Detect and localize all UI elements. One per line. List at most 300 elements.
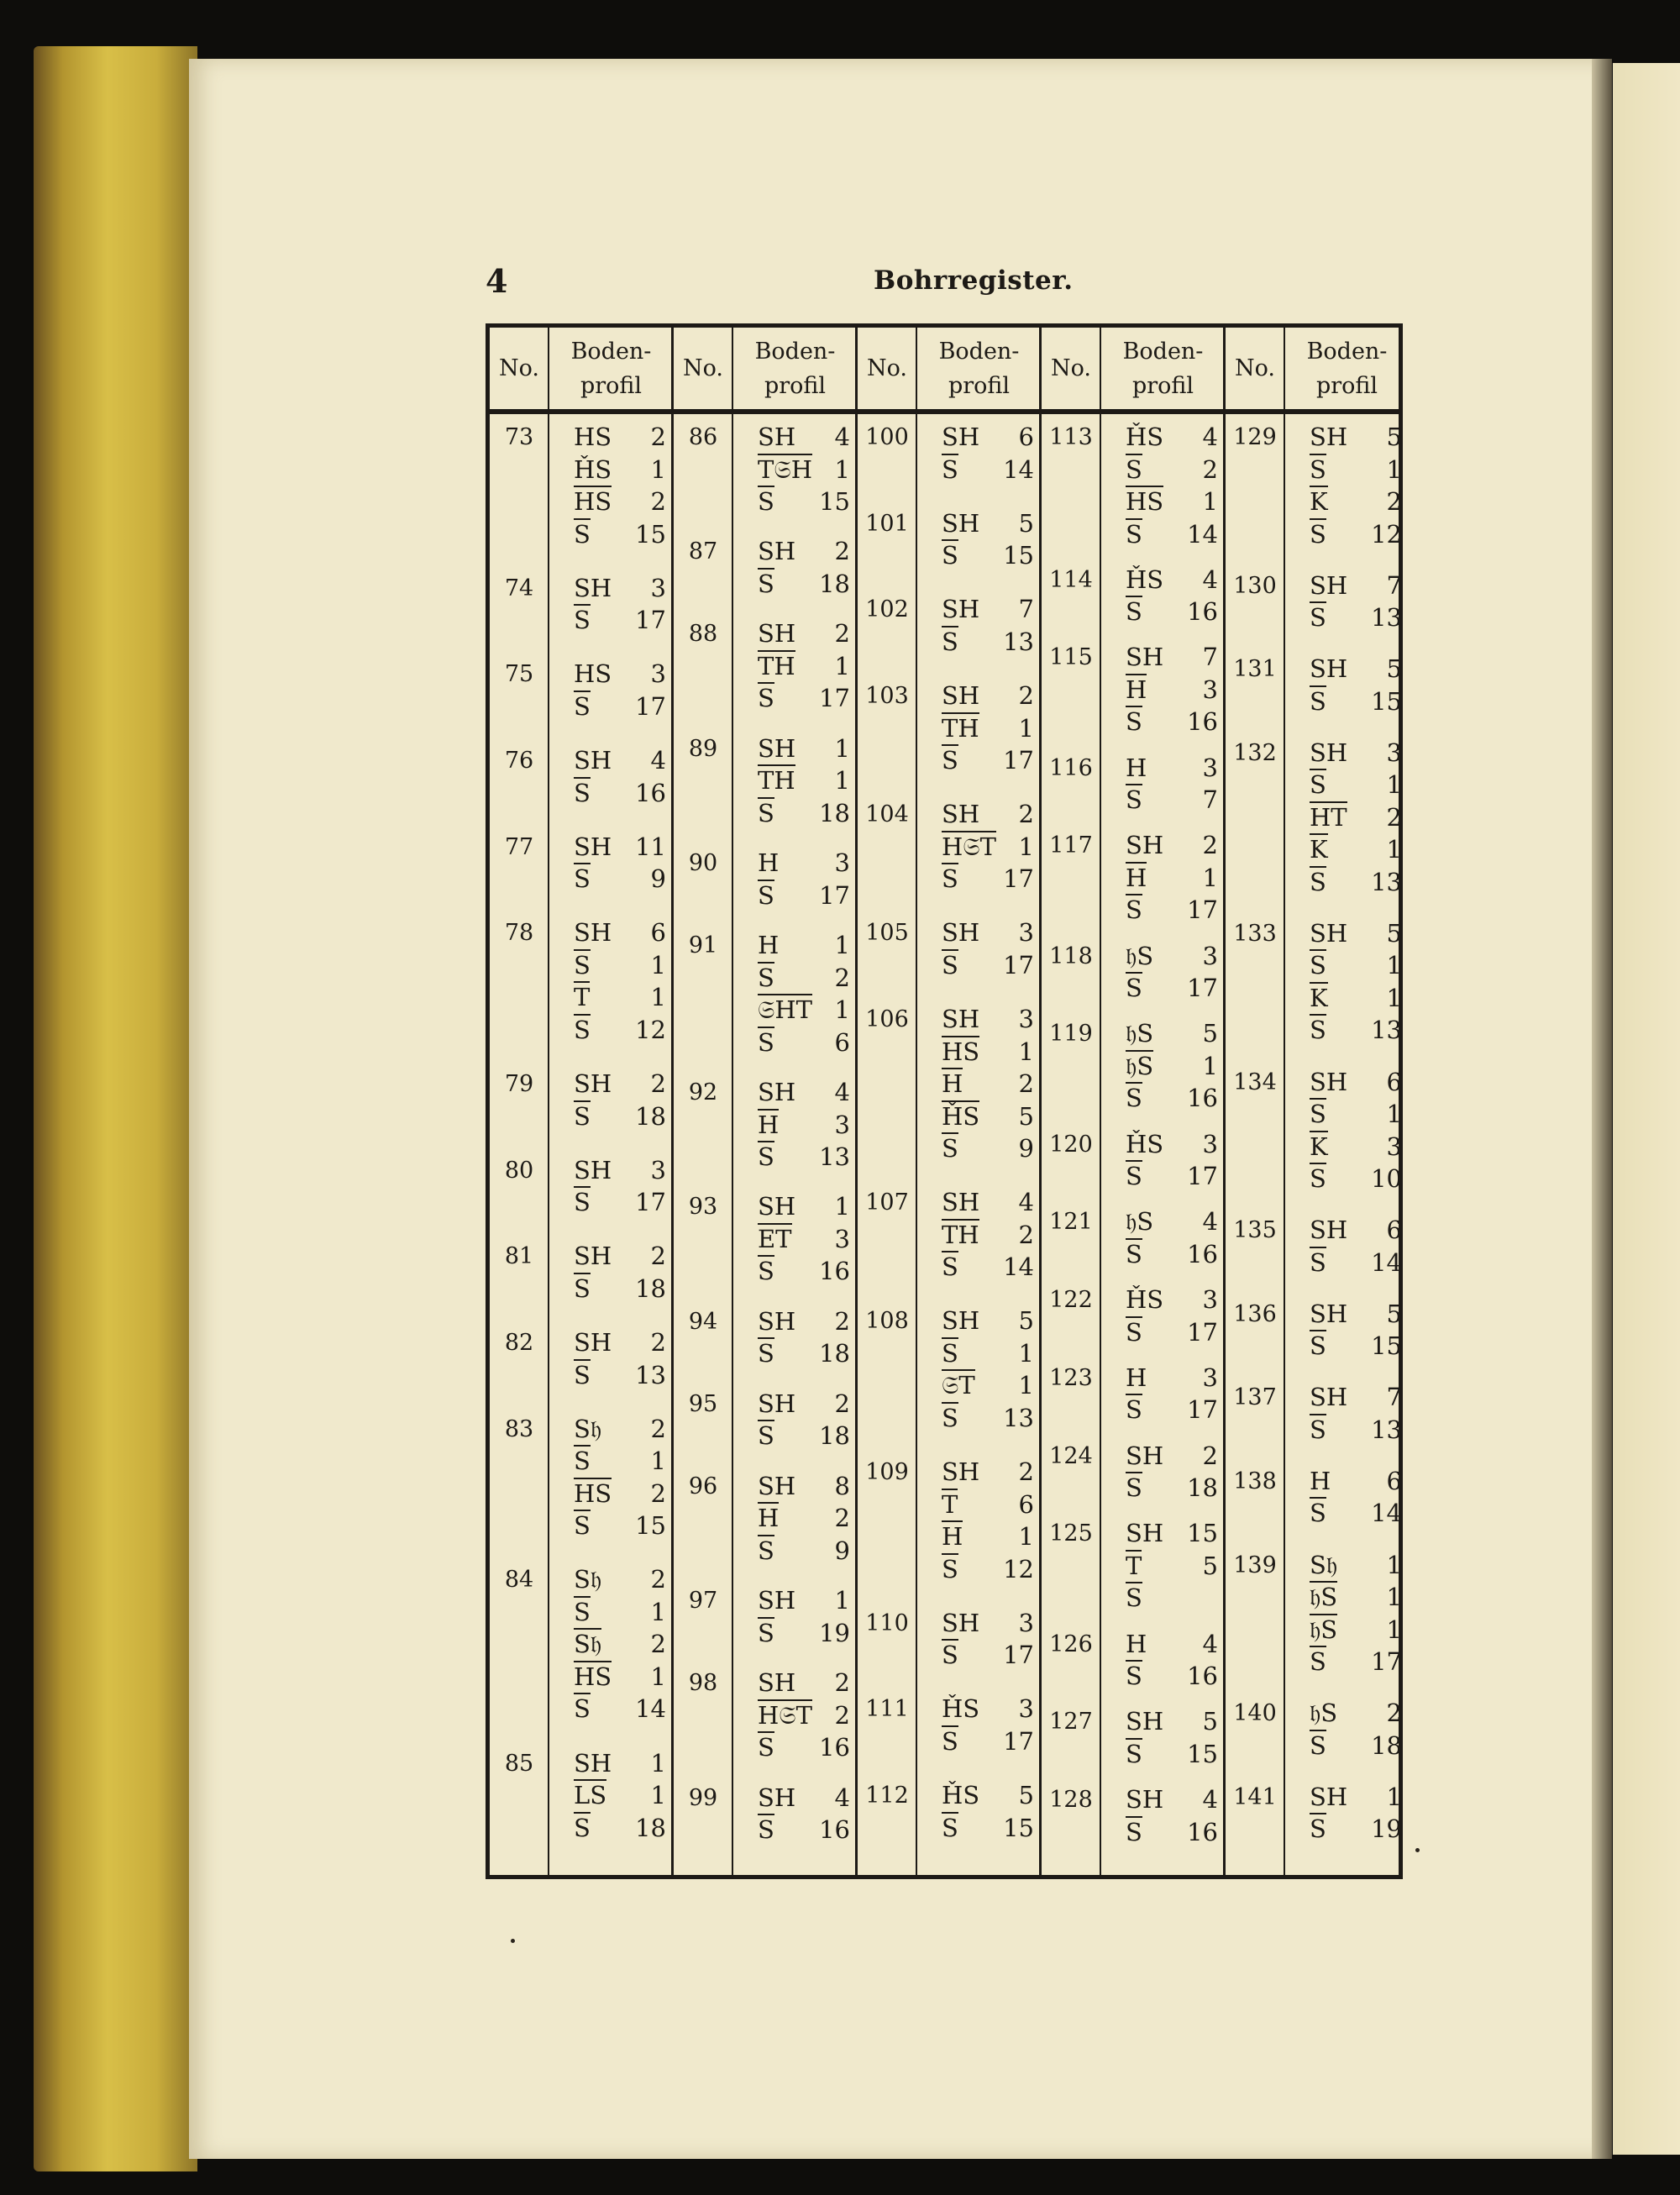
- profile-layer: [1126, 706, 1218, 738]
- layer-symbol: SH: [1126, 1441, 1164, 1470]
- profile-layer: [758, 1190, 850, 1222]
- layer-symbol: T𝔖H: [758, 454, 812, 484]
- layer-thickness: 2: [834, 1668, 850, 1698]
- layer-thickness: 17: [1187, 1317, 1218, 1347]
- profile-layer: [1310, 486, 1402, 517]
- layer-thickness: 1: [834, 1192, 850, 1221]
- profile-layer: [942, 680, 1034, 712]
- layer-thickness: 1: [1018, 832, 1034, 861]
- layer-symbol: TH: [942, 713, 979, 743]
- layer-symbol: 𝔥S: [1126, 1051, 1154, 1080]
- profile-layer: [942, 1337, 1034, 1369]
- layer-thickness: 3: [1202, 941, 1218, 970]
- profile-layer: [942, 1369, 1034, 1401]
- profile-layer: [1126, 1316, 1218, 1348]
- layer-thickness: 2: [1018, 800, 1034, 829]
- layer-symbol: S: [758, 1257, 774, 1286]
- layer-thickness: 9: [834, 1536, 850, 1565]
- layer-symbol: SH: [942, 1188, 980, 1217]
- layer-thickness: 4: [1018, 1188, 1034, 1217]
- layer-symbol: SH: [758, 1471, 796, 1500]
- layer-thickness: 17: [1371, 1647, 1402, 1676]
- layer-thickness: 2: [1202, 454, 1218, 484]
- profile-layer: [574, 1359, 666, 1391]
- profile-layer: [758, 454, 850, 486]
- layer-thickness: 15: [635, 519, 666, 549]
- layer-symbol: SH: [942, 800, 980, 829]
- profile-layer: [1310, 1646, 1402, 1678]
- layer-symbol: K: [1310, 835, 1328, 864]
- profile-layer: [574, 604, 666, 636]
- layer-symbol: SH: [574, 918, 612, 948]
- layer-thickness: 1: [834, 733, 850, 763]
- layer-symbol: SH: [1126, 1785, 1164, 1814]
- layer-thickness: 4: [1202, 1207, 1218, 1237]
- layer-thickness: 15: [1003, 1813, 1034, 1842]
- layer-thickness: 1: [834, 651, 850, 680]
- profile-layer: [758, 1305, 850, 1337]
- layer-thickness: 14: [1371, 1499, 1402, 1528]
- layer-thickness: 17: [819, 684, 850, 713]
- entry-number: 134: [1233, 1069, 1277, 1095]
- layer-symbol: S: [1310, 1016, 1326, 1045]
- layer-symbol: S: [1310, 686, 1326, 716]
- running-title: Bohrregister.: [874, 265, 1074, 296]
- layer-symbol: HS: [574, 1662, 612, 1691]
- layer-symbol: SH: [942, 595, 980, 624]
- layer-symbol: 𝔥S: [1126, 1207, 1154, 1237]
- layer-thickness: 3: [834, 848, 850, 878]
- layer-thickness: 4: [1202, 1785, 1218, 1814]
- layer-thickness: 16: [1187, 707, 1218, 737]
- layer-thickness: 16: [819, 1733, 850, 1762]
- layer-thickness: 1: [1386, 1550, 1402, 1579]
- layer-symbol: SH: [942, 423, 980, 451]
- layer-symbol: S: [758, 684, 774, 713]
- layer-symbol: SH: [758, 1078, 796, 1107]
- layer-thickness: 7: [1386, 570, 1402, 600]
- no-column-divider: [1284, 328, 1285, 1875]
- layer-thickness: 2: [650, 423, 666, 451]
- layer-symbol: ȞS: [1126, 1129, 1164, 1158]
- entry-number: 131: [1233, 656, 1277, 683]
- profile-layer: [1126, 1472, 1218, 1504]
- layer-thickness: 5: [1386, 918, 1402, 948]
- entry-number: 139: [1233, 1552, 1277, 1578]
- layer-thickness: 11: [635, 832, 666, 861]
- layer-symbol: HS: [574, 659, 612, 689]
- profile-layer: [942, 1489, 1034, 1520]
- layer-thickness: 6: [834, 1027, 850, 1057]
- layer-thickness: 2: [650, 1478, 666, 1508]
- layer-symbol: 𝔖T: [942, 1371, 975, 1400]
- layer-symbol: S: [1310, 1647, 1326, 1676]
- layer-symbol: SH: [1126, 831, 1164, 860]
- layer-symbol: SH: [1310, 738, 1348, 767]
- entry-number: 101: [865, 510, 909, 537]
- layer-thickness: 5: [1018, 508, 1034, 538]
- profile-layer: [1310, 1781, 1402, 1813]
- layer-symbol: SH: [574, 573, 612, 602]
- profile-layer: [574, 916, 666, 948]
- profile-layer: [1310, 1214, 1402, 1246]
- layer-symbol: S: [1126, 1317, 1142, 1347]
- profile-layer: [574, 421, 666, 453]
- profile-layer: [1126, 1362, 1218, 1394]
- layer-symbol: H: [1126, 863, 1147, 892]
- layer-thickness: 1: [1018, 1371, 1034, 1400]
- profile-layer: [1126, 674, 1218, 706]
- profile-layer: [1310, 518, 1402, 550]
- ink-speck: [511, 1939, 515, 1943]
- layer-symbol: SH: [942, 1608, 980, 1637]
- entry-number: 128: [1049, 1787, 1093, 1814]
- layer-symbol: H: [758, 848, 780, 878]
- profile-layer: [758, 650, 850, 682]
- layer-symbol: S: [1310, 1415, 1326, 1444]
- layer-thickness: 6: [1386, 1067, 1402, 1096]
- layer-thickness: 1: [1386, 770, 1402, 800]
- layer-symbol: S: [1126, 785, 1142, 815]
- layer-thickness: 15: [1187, 1519, 1218, 1548]
- layer-thickness: 16: [635, 778, 666, 807]
- entry-number: 109: [865, 1459, 909, 1486]
- layer-thickness: 9: [650, 864, 666, 894]
- profile-layer: [1310, 833, 1402, 865]
- profile-layer: [1126, 1050, 1218, 1082]
- profile-layer: [758, 682, 850, 714]
- layer-symbol: HT: [1310, 802, 1347, 832]
- profile-layer: [942, 1186, 1034, 1218]
- layer-symbol: S: [1310, 951, 1326, 980]
- layer-thickness: 5: [1386, 654, 1402, 684]
- entry-number: 122: [1049, 1287, 1093, 1314]
- layer-thickness: 2: [834, 1389, 850, 1418]
- layer-thickness: 1: [650, 950, 666, 979]
- layer-symbol: S: [574, 778, 591, 807]
- layer-symbol: T: [1126, 1551, 1142, 1580]
- layer-symbol: S: [942, 1403, 958, 1432]
- profile-layer: [1310, 949, 1402, 981]
- profile-layer: [758, 1223, 850, 1255]
- profile-layer: [1310, 1549, 1402, 1581]
- profile-layer: [1126, 972, 1218, 1004]
- layer-thickness: 18: [819, 569, 850, 598]
- entry-number: 103: [865, 683, 909, 710]
- bohrregister-table: [486, 323, 1403, 1879]
- header-profil-line2: profil: [1131, 372, 1194, 399]
- profile-layer: [1126, 1284, 1218, 1315]
- layer-thickness: 10: [1371, 1164, 1402, 1193]
- layer-symbol: TH: [758, 651, 795, 680]
- profile-layer: [942, 1639, 1034, 1671]
- layer-symbol: SH: [758, 1586, 796, 1615]
- header-profil-line1: Boden-: [570, 338, 652, 365]
- layer-symbol: S: [758, 1421, 774, 1451]
- layer-symbol: S: [758, 1142, 774, 1172]
- header-profil-line1: Boden-: [938, 338, 1020, 365]
- profile-layer: [574, 1510, 666, 1541]
- profile-layer: [1126, 1160, 1218, 1192]
- profile-layer: [1126, 1017, 1218, 1049]
- layer-thickness: 5: [1018, 1101, 1034, 1131]
- profile-layer: [574, 1779, 666, 1811]
- entry-number: 98: [688, 1670, 718, 1697]
- layer-symbol: SH: [1126, 1519, 1164, 1548]
- layer-symbol: S: [1310, 1499, 1326, 1528]
- layer-symbol: S: [758, 1733, 774, 1762]
- layer-symbol: ȞS: [574, 454, 612, 484]
- layer-thickness: 3: [650, 659, 666, 689]
- layer-thickness: 1: [1386, 1100, 1402, 1128]
- entry-number: 81: [504, 1243, 534, 1270]
- profile-layer: [1310, 737, 1402, 769]
- layer-thickness: 1: [650, 1781, 666, 1810]
- entry-number: 93: [688, 1194, 718, 1221]
- layer-symbol: SH: [758, 733, 796, 763]
- profile-layer: [1310, 917, 1402, 949]
- profile-layer: [942, 1219, 1034, 1251]
- entry-number: 88: [688, 621, 718, 648]
- header-bodenprofil: [1284, 328, 1410, 409]
- profile-layer: [942, 507, 1034, 539]
- entry-number: 130: [1233, 572, 1277, 599]
- profile-layer: [942, 454, 1034, 486]
- layer-thickness: 17: [635, 606, 666, 635]
- profile-layer: [942, 1693, 1034, 1725]
- layer-thickness: 2: [1018, 1457, 1034, 1487]
- entry-number: 80: [504, 1157, 534, 1184]
- layer-thickness: 16: [1187, 1239, 1218, 1268]
- no-column-divider: [548, 328, 549, 1875]
- layer-thickness: 16: [1187, 1817, 1218, 1846]
- profile-layer: [1310, 1098, 1402, 1130]
- layer-symbol: SH: [1310, 1067, 1348, 1096]
- profile-layer: [758, 1470, 850, 1502]
- layer-thickness: 5: [1202, 1551, 1218, 1580]
- layer-thickness: 9: [1018, 1134, 1034, 1163]
- layer-symbol: SH: [942, 508, 980, 538]
- entry-number: 82: [504, 1330, 534, 1357]
- layer-thickness: 5: [1018, 1781, 1034, 1810]
- profile-layer: [758, 1076, 850, 1108]
- layer-symbol: H𝔖T: [758, 1700, 812, 1730]
- profile-layer: [1310, 1581, 1402, 1613]
- layer-symbol: S: [574, 606, 591, 635]
- ink-speck: [1415, 1848, 1420, 1852]
- layer-symbol: H: [1310, 1466, 1331, 1495]
- profile-layer: [1126, 1517, 1218, 1549]
- profile-layer: [574, 1273, 666, 1305]
- layer-symbol: S: [574, 950, 591, 979]
- profile-layer: [942, 798, 1034, 830]
- profile-layer: [758, 1388, 850, 1420]
- profile-layer: [574, 949, 666, 981]
- profile-layer: [574, 1068, 666, 1100]
- layer-symbol: S: [758, 1815, 774, 1845]
- layer-symbol: SH: [574, 1748, 612, 1778]
- entry-number: 133: [1233, 920, 1277, 947]
- layer-symbol: S: [1310, 1331, 1326, 1361]
- layer-symbol: HS: [942, 1037, 980, 1066]
- layer-thickness: 1: [1386, 1782, 1402, 1811]
- layer-thickness: 14: [1003, 1252, 1034, 1282]
- profile-layer: [1126, 1660, 1218, 1692]
- layer-symbol: S: [1126, 519, 1142, 549]
- profile-layer: [942, 1520, 1034, 1552]
- layer-symbol: SH: [942, 918, 980, 948]
- layer-thickness: 18: [819, 1339, 850, 1368]
- layer-thickness: 2: [650, 1069, 666, 1099]
- layer-symbol: S: [1126, 1583, 1142, 1613]
- profile-layer: [1126, 1238, 1218, 1270]
- layer-thickness: 7: [1202, 643, 1218, 672]
- layer-symbol: ȞS: [942, 1694, 980, 1724]
- layer-symbol: S: [758, 487, 774, 516]
- profile-layer: [1126, 1783, 1218, 1815]
- profile-layer: [1310, 570, 1402, 601]
- profile-layer: [574, 863, 666, 895]
- entry-number: 115: [1049, 644, 1093, 671]
- profile-layer: [574, 744, 666, 776]
- layer-thickness: 16: [819, 1815, 850, 1845]
- layer-symbol: SH: [1310, 654, 1348, 684]
- profile-layer: [1126, 1440, 1218, 1472]
- layer-symbol: S: [574, 1188, 591, 1217]
- profile-layer: [758, 1502, 850, 1534]
- profile-layer: [758, 764, 850, 796]
- layer-symbol: K: [1310, 983, 1328, 1012]
- entry-number: 110: [865, 1609, 909, 1636]
- profile-layer: [574, 981, 666, 1013]
- layer-thickness: 17: [1003, 1641, 1034, 1670]
- profile-layer: [1310, 1414, 1402, 1446]
- profile-layer: [758, 1617, 850, 1649]
- entry-number: 86: [688, 424, 718, 450]
- layer-thickness: 2: [834, 1306, 850, 1336]
- layer-thickness: 17: [635, 691, 666, 721]
- layer-thickness: 16: [819, 1257, 850, 1286]
- layer-thickness: 1: [1018, 1037, 1034, 1066]
- profile-layer: [758, 1782, 850, 1814]
- layer-thickness: 15: [819, 487, 850, 516]
- profile-layer: [1126, 1082, 1218, 1114]
- entry-number: 90: [688, 850, 718, 877]
- layer-thickness: 1: [650, 1447, 666, 1476]
- layer-thickness: 6: [1386, 1216, 1402, 1245]
- profile-layer: [1310, 1697, 1402, 1729]
- entry-number: 83: [504, 1415, 534, 1442]
- layer-symbol: S: [942, 1813, 958, 1842]
- profile-layer: [758, 1667, 850, 1699]
- profile-layer: [758, 929, 850, 961]
- layer-thickness: 1: [1386, 1583, 1402, 1611]
- entry-number: 121: [1049, 1209, 1093, 1236]
- profile-layer: [758, 486, 850, 517]
- layer-symbol: S: [758, 798, 774, 827]
- layer-thickness: 5: [1386, 1299, 1402, 1328]
- table-header-row: [490, 328, 1399, 414]
- profile-layer: [758, 1337, 850, 1369]
- profile-layer: [758, 1731, 850, 1763]
- layer-symbol: S: [1126, 1817, 1142, 1846]
- entry-number: 84: [504, 1567, 534, 1594]
- layer-thickness: 6: [650, 918, 666, 948]
- profile-layer: [1310, 421, 1402, 453]
- profile-layer: [1310, 1730, 1402, 1762]
- entry-number: 89: [688, 735, 718, 762]
- layer-thickness: 15: [1003, 541, 1034, 570]
- header-profil-line1: Boden-: [1122, 338, 1204, 365]
- profile-layer: [574, 831, 666, 863]
- layer-symbol: S: [1126, 1239, 1142, 1268]
- profile-layer: [758, 1814, 850, 1846]
- entry-number: 141: [1233, 1783, 1277, 1810]
- layer-symbol: S: [574, 1273, 591, 1303]
- layer-thickness: 2: [650, 1630, 666, 1659]
- entry-number: 99: [688, 1784, 718, 1811]
- entry-number: 96: [688, 1473, 718, 1499]
- entry-number: 105: [865, 920, 909, 947]
- layer-symbol: S: [942, 950, 958, 979]
- entry-number: 137: [1233, 1384, 1277, 1411]
- entry-number: 132: [1233, 739, 1277, 766]
- profile-layer: [1310, 1330, 1402, 1362]
- layer-symbol: S: [1310, 1247, 1326, 1277]
- layer-symbol: H: [942, 1069, 963, 1099]
- profile-layer: [942, 1607, 1034, 1639]
- layer-thickness: 2: [650, 1242, 666, 1271]
- entry-number: 76: [504, 748, 534, 775]
- layer-symbol: S: [942, 627, 958, 656]
- layer-thickness: 1: [834, 454, 850, 484]
- profile-layer: [574, 572, 666, 604]
- layer-thickness: 2: [650, 1414, 666, 1443]
- entry-number: 124: [1049, 1442, 1093, 1469]
- entry-number: 118: [1049, 943, 1093, 969]
- profile-layer: [758, 568, 850, 600]
- layer-thickness: 5: [1018, 1306, 1034, 1336]
- layer-symbol: SH: [758, 423, 796, 451]
- layer-thickness: 18: [1187, 1473, 1218, 1503]
- profile-layer: [1310, 1131, 1402, 1163]
- layer-thickness: 3: [1202, 1363, 1218, 1392]
- layer-thickness: 19: [1371, 1814, 1402, 1844]
- profile-layer: [1126, 1705, 1218, 1737]
- layer-thickness: 6: [1018, 1489, 1034, 1519]
- layer-symbol: S: [1126, 895, 1142, 925]
- layer-thickness: 15: [1187, 1739, 1218, 1768]
- entry-number: 87: [688, 538, 718, 565]
- layer-thickness: 5: [1386, 423, 1402, 451]
- layer-thickness: 1: [1018, 713, 1034, 743]
- profile-layer: [758, 962, 850, 994]
- profile-layer: [942, 1100, 1034, 1132]
- layer-thickness: 4: [650, 746, 666, 775]
- layer-thickness: 19: [819, 1618, 850, 1647]
- layer-thickness: 2: [1202, 1441, 1218, 1470]
- layer-thickness: 1: [834, 766, 850, 796]
- layer-thickness: 1: [1202, 487, 1218, 516]
- layer-symbol: S: [1310, 1730, 1326, 1760]
- layer-symbol: S: [574, 1597, 591, 1626]
- layer-thickness: 16: [1187, 1662, 1218, 1691]
- layer-symbol: S: [758, 1027, 774, 1057]
- layer-symbol: S: [942, 541, 958, 570]
- entry-number: 119: [1049, 1021, 1093, 1048]
- layer-symbol: S: [1126, 1395, 1142, 1425]
- layer-thickness: 2: [834, 963, 850, 992]
